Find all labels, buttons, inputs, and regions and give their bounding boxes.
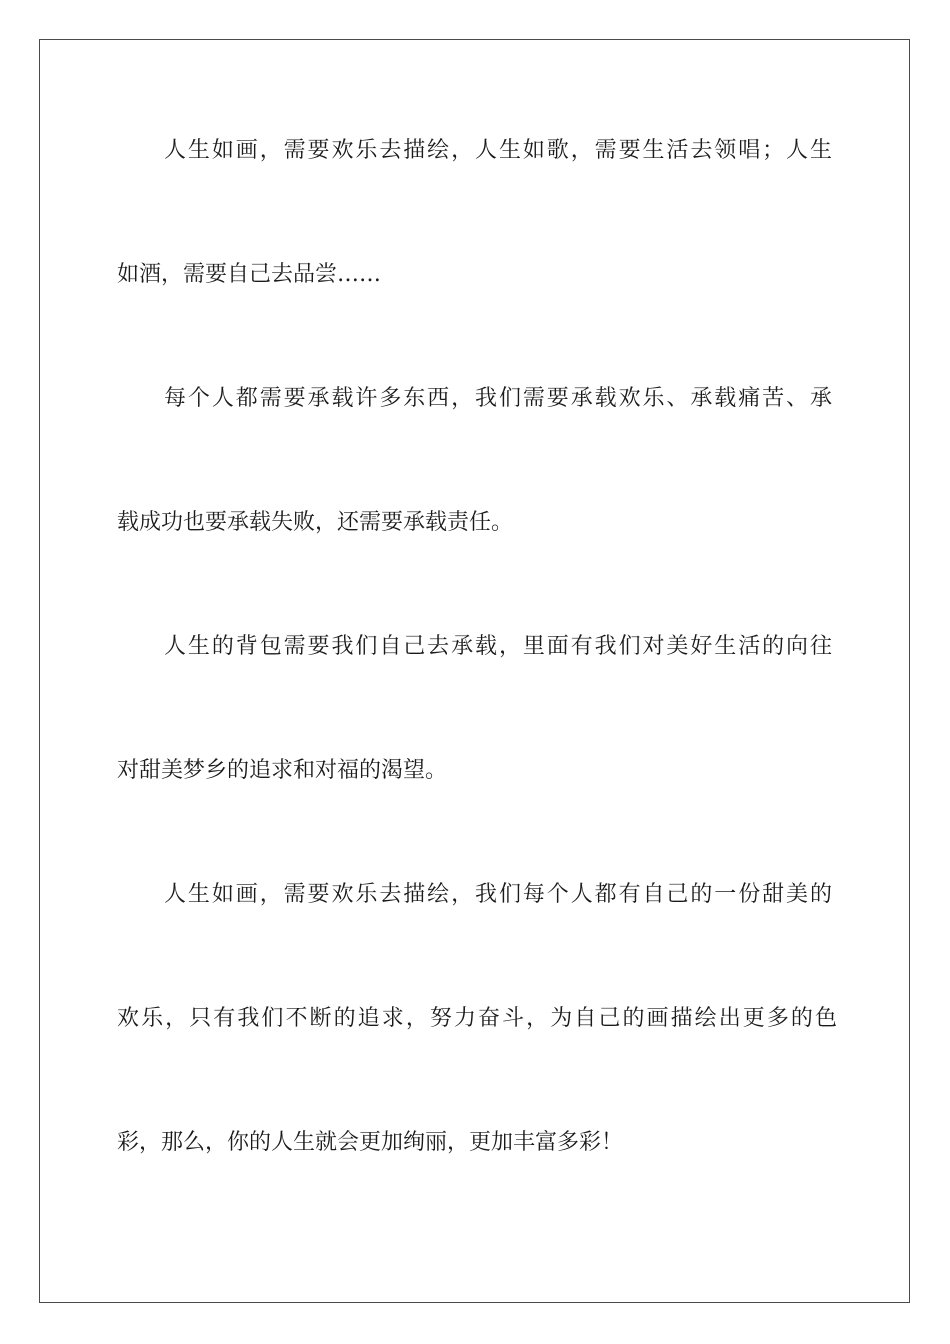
paragraph-2-line-1: 每个人都需要承载许多东西，我们需要承载欢乐、承载痛苦、承 [164,386,832,411]
paragraph-1-line-2: 如酒，需要自己去品尝…… [117,262,382,287]
paragraph-1-line-1: 人生如画，需要欢乐去描绘，人生如歌，需要生活去领唱；人生 [164,138,832,163]
paragraph-4-line-3: 彩，那么，你的人生就会更加绚丽，更加丰富多彩！ [117,1130,624,1155]
paragraph-3-line-1: 人生的背包需要我们自己去承载，里面有我们对美好生活的向往 [164,634,832,659]
paragraph-2-line-2: 载成功也要承载失败，还需要承载责任。 [117,510,514,535]
paragraph-4-line-1: 人生如画，需要欢乐去描绘，我们每个人都有自己的一份甜美的 [164,882,832,907]
page-border [39,39,910,1303]
paragraph-3-line-2: 对甜美梦乡的追求和对福的渴望。 [117,758,448,783]
paragraph-4-line-2: 欢乐，只有我们不断的追求，努力奋斗，为自己的画描绘出更多的色 [117,1006,837,1031]
